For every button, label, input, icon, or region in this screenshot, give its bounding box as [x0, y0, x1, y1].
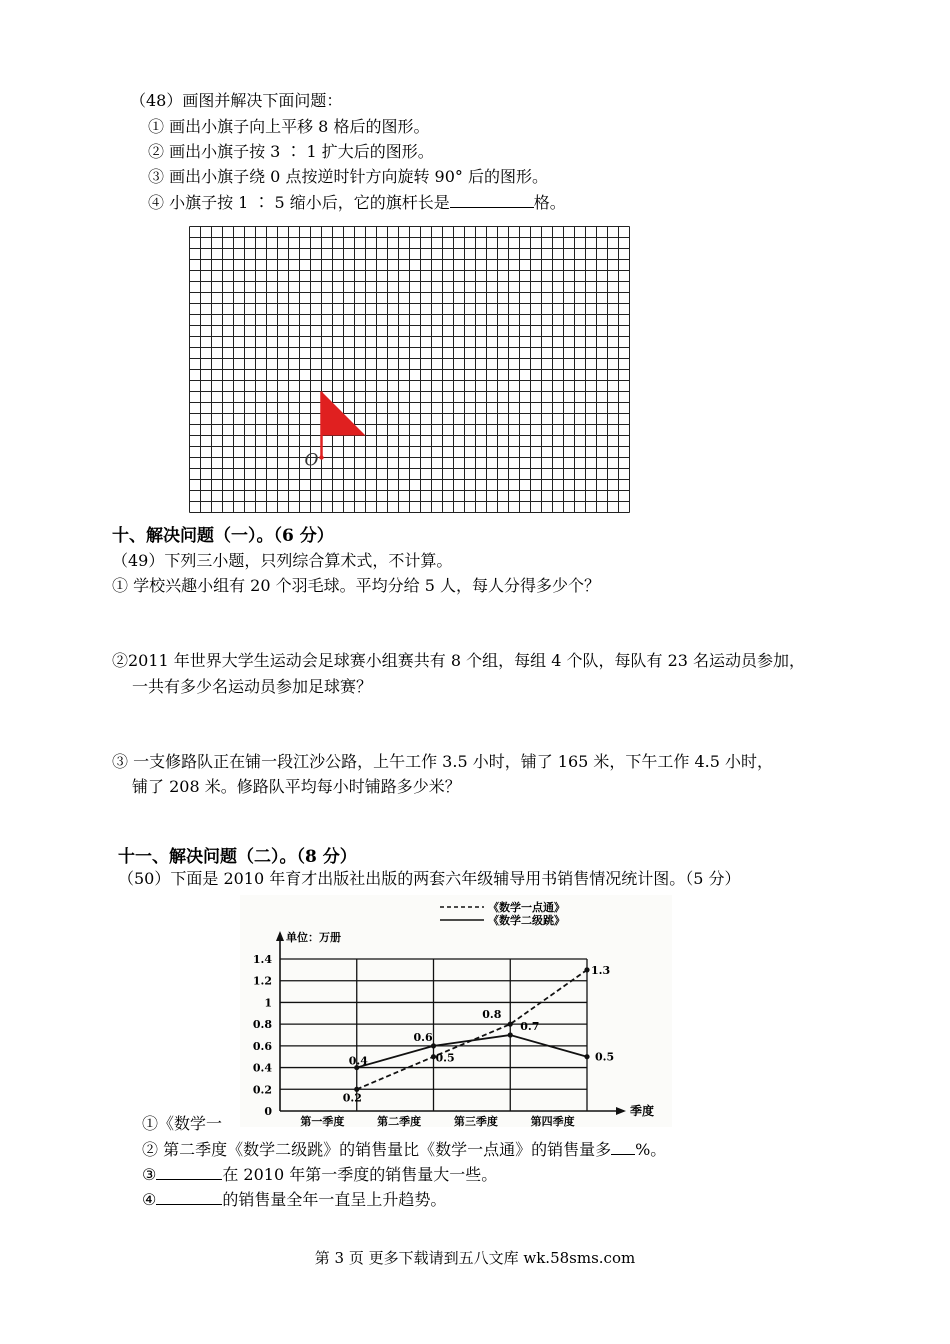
- data-label: 1.3: [591, 963, 611, 977]
- q48-item-1: ① 画出小旗子向上平移 8 格后的图形。: [148, 117, 430, 136]
- q49-problem-3-line-1: ③ 一支修路队正在铺一段江沙公路，上午工作 3.5 小时，铺了 165 米，下午工作 4.5 小时，: [112, 752, 774, 771]
- answer-blank[interactable]: [156, 1188, 222, 1205]
- answer-blank[interactable]: [156, 1163, 222, 1180]
- q50-sub-2: [142, 1138, 666, 1161]
- answer-blank[interactable]: [450, 191, 534, 208]
- q49-problem-3-line-2: 铺了 208 米。修路队平均每小时铺路多少米？: [132, 777, 461, 796]
- data-label: 0.5: [595, 1050, 615, 1064]
- q50-sub-3: [142, 1163, 497, 1186]
- x-tick-label: 第一季度: [300, 1115, 345, 1127]
- legend-label: 《数学一点通》: [488, 901, 565, 914]
- y-tick-label: 1: [264, 996, 272, 1010]
- sales-line-chart: [240, 895, 672, 1127]
- y-tick-label: 0.2: [252, 1083, 272, 1097]
- q48-item-4: [148, 191, 566, 214]
- q49-title: （49）下列三小题，只列综合算术式，不计算。: [112, 551, 453, 570]
- q48-item-4-unit: 格。: [533, 193, 566, 212]
- q49-problem-1: ① 学校兴趣小组有 20 个羽毛球。平均分给 5 人，每人分得多少个？: [112, 576, 600, 595]
- unit-label: 单位：万册: [286, 931, 341, 944]
- x-tick-label: 第四季度: [530, 1115, 575, 1127]
- y-tick-label: 1.2: [252, 974, 272, 988]
- data-label: 0.2: [342, 1091, 362, 1105]
- drawing-grid[interactable]: [188, 225, 632, 521]
- x-axis-arrow: [616, 1107, 626, 1115]
- data-label: 0.8: [482, 1008, 502, 1022]
- series-line: [357, 1035, 587, 1068]
- data-point: [508, 1032, 513, 1037]
- series-line: [357, 970, 587, 1089]
- y-tick-label: 0: [264, 1105, 272, 1118]
- q50-sub-4: [142, 1188, 446, 1211]
- q48-title: （48）画图并解决下面问题：: [130, 91, 343, 110]
- y-tick-label: 1.4: [252, 953, 272, 966]
- q48-item-3: ③ 画出小旗子绕 0 点按逆时针方向旋转 90° 后的图形。: [148, 167, 548, 186]
- data-point: [431, 1043, 436, 1048]
- answer-blank[interactable]: [611, 1138, 635, 1155]
- x-tick-label: 第三季度: [453, 1115, 498, 1127]
- q50-title: （50）下面是 2010 年育才出版社出版的两套六年级辅导用书销售情况统计图。（5 分）: [118, 869, 741, 888]
- section-10-title: 十、解决问题（一）。（6 分）: [112, 526, 334, 546]
- q50-sub-4-text: 的销售量全年一直呈上升趋势。: [222, 1190, 447, 1209]
- q50-sub-3-text: 在 2010 年第一季度的销售量大一些。: [222, 1165, 498, 1184]
- x-axis-label: 季度: [630, 1104, 655, 1118]
- origin-label: O: [304, 450, 319, 471]
- legend-label: 《数学二级跳》: [488, 914, 565, 927]
- q50-sub-3-num: ③: [142, 1165, 157, 1184]
- q48-item-4-text: ④ 小旗子按 1 ∶ 5 缩小后，它的旗杆长是: [148, 193, 450, 212]
- q50-sub-2-unit: %。: [635, 1140, 667, 1159]
- q50-sub-4-num: ④: [142, 1190, 157, 1209]
- y-tick-label: 0.4: [252, 1061, 272, 1075]
- q48-item-2: ② 画出小旗子按 3 ∶ 1 扩大后的图形。: [148, 142, 434, 161]
- data-label: 0.4: [348, 1054, 368, 1068]
- q49-problem-2-line-2: 一共有多少名运动员参加足球赛？: [132, 677, 373, 696]
- y-tick-label: 0.6: [252, 1039, 272, 1053]
- y-axis-arrow: [276, 931, 284, 941]
- origin-point: [319, 455, 323, 459]
- q49-problem-2-line-1: ②2011 年世界大学生运动会足球赛小组赛共有 8 个组，每组 4 个队，每队有 23 名运动员参加，: [112, 651, 806, 670]
- grid-lines: [190, 227, 630, 513]
- section-11-title: 十一、解决问题（二）。（8 分）: [118, 847, 357, 867]
- q50-sub-1: ①《数学一: [142, 1114, 223, 1133]
- q50-sub-2-text: ② 第二季度《数学二级跳》的销售量比《数学一点通》的销售量多: [142, 1140, 612, 1159]
- x-tick-label: 第二季度: [377, 1115, 422, 1127]
- data-label: 0.6: [413, 1030, 433, 1044]
- data-point: [584, 967, 589, 972]
- data-point: [508, 1022, 513, 1027]
- y-tick-label: 0.8: [252, 1018, 272, 1032]
- page-footer: 第 3 页 更多下载请到五八文库 wk.58sms.com: [314, 1249, 636, 1267]
- data-label: 0.7: [520, 1020, 540, 1033]
- data-point: [584, 1054, 589, 1059]
- data-label: 0.5: [435, 1051, 455, 1065]
